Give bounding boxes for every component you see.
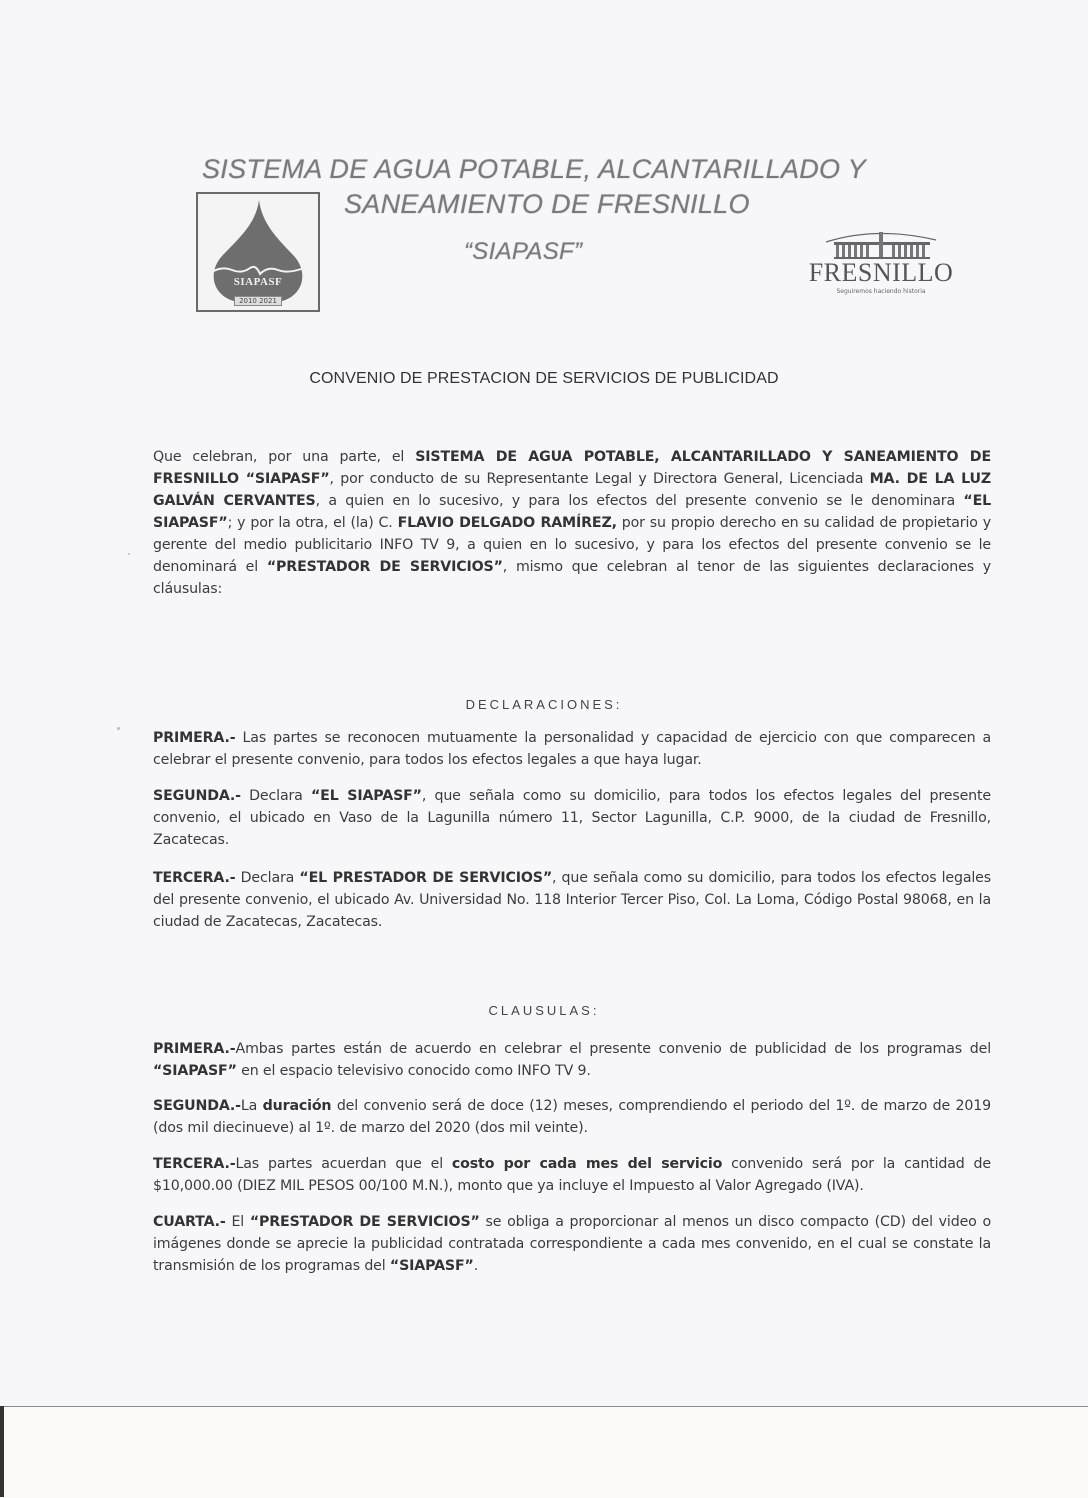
declaracion-primera: [153, 727, 991, 771]
clausulas-heading: CLAUSULAS:: [488, 1003, 600, 1018]
text-run: , por conducto de su Representante Legal y Directora General, Licenciada: [329, 471, 870, 487]
siapasf-logo-years: 2010 2021: [234, 296, 282, 306]
text-run: Las partes se reconocen mutuamente la personalidad y capacidad de ejercicio con que comparecen a celebrar el presente convenio, para todos los efectos legales a que haya lugar.: [153, 730, 991, 768]
bold-text-run: FLAVIO DELGADO RAMÍREZ,: [397, 515, 617, 531]
text-run: por su propio derecho en su calidad de propietario y gerente del medio publicitario INFO TV 9, a quien en lo sucesivo, y para los efectos del presente convenio se le denominará el: [153, 515, 991, 575]
bold-text-run: SEGUNDA.-: [153, 788, 241, 804]
bold-text-run: “EL PRESTADOR DE SERVICIOS”: [299, 870, 553, 886]
declaracion-tercera: [153, 867, 991, 933]
text-run: , que señala como su domicilio, para todos los efectos legales del presente convenio, el ubicado en Vaso de la Lagunilla número 11, Sector Lagunilla, C.P. 9000, de la ciudad de Fresnillo, Zacatecas.: [153, 788, 992, 848]
declaracion-segunda: [153, 785, 991, 851]
clausula-segunda: [153, 1095, 991, 1139]
text-run: Que celebran, por una parte, el: [153, 449, 416, 465]
header-title-acronym: “SIAPASF”: [464, 238, 583, 265]
bold-text-run: PRIMERA.-: [153, 730, 236, 746]
header-title-line1: SISTEMA DE AGUA POTABLE, ALCANTARILLADO Y: [202, 154, 866, 184]
text-run: ; y por la otra, el (la) C.: [227, 515, 398, 531]
text-run: , mismo que celebran al tenor de las siguientes declaraciones y cláusulas:: [153, 559, 991, 597]
bold-text-run: TERCERA.-: [153, 870, 236, 886]
text-run: del convenio será de doce (12) meses, comprendiendo el periodo del 1º. de marzo de 2019 (dos mil diecinueve) al 1º. de marzo del 2020 (dos mil veinte).: [153, 1098, 991, 1136]
text-run: .: [473, 1258, 479, 1274]
fresnillo-building-icon: [806, 228, 956, 260]
text-run: se obliga a proporcionar al menos un disco compacto (CD) del video o imágenes donde se aprecie la publicidad contratada correspondiente a cada mes convenido, en el cual se constate la transmisión de los programas del: [153, 1214, 991, 1274]
bold-text-run: MA. DE LA LUZ GALVÁN CERVANTES: [153, 471, 992, 509]
next-page-edge: [0, 1406, 1088, 1498]
clausula-tercera: [153, 1153, 991, 1197]
bold-text-run: TERCERA.-: [153, 1156, 236, 1172]
text-run: convenido será por la cantidad de $10,000.00 (DIEZ MIL PESOS 00/100 M.N.), monto que ya incluye el Impuesto al Valor Agregado (IVA).: [153, 1156, 991, 1194]
fresnillo-logo-name: FRESNILLO: [808, 258, 954, 287]
text-run: El: [225, 1214, 250, 1230]
siapasf-logo: [196, 192, 320, 312]
water-drop-icon: [198, 194, 318, 310]
bold-text-run: duración: [262, 1098, 332, 1114]
text-run: Ambas partes están de acuerdo en celebrar el presente convenio de publicidad de los programas del: [235, 1041, 991, 1057]
text-run: Declara: [235, 870, 300, 886]
text-run: , a quien en lo sucesivo, y para los efectos del presente convenio se le denominara: [315, 493, 964, 509]
bold-text-run: SISTEMA DE AGUA POTABLE, ALCANTARILLADO Y SANEAMIENTO DE FRESNILLO “SIAPASF”: [153, 449, 991, 487]
fresnillo-logo-tagline: Seguiremos haciendo historia: [836, 288, 926, 295]
bold-text-run: “EL SIAPASF”: [153, 493, 991, 531]
bold-text-run: “SIAPASF”: [389, 1258, 474, 1274]
siapasf-logo-name: SIAPASF: [233, 276, 283, 288]
text-run: , que señala como su domicilio, para todos los efectos legales del presente convenio, el ubicado Av. Universidad No. 118 Interior Tercer Piso, Col. La Loma, Código Postal 98068, en la ciudad de Zacatecas, Zacatecas.: [153, 870, 992, 930]
clausula-primera: [153, 1038, 991, 1082]
scan-speck: [128, 553, 130, 555]
text-run: La: [240, 1098, 263, 1114]
bold-text-run: “PRESTADOR DE SERVICIOS”: [249, 1214, 480, 1230]
scan-border: [0, 1406, 4, 1497]
bold-text-run: PRIMERA.-: [153, 1041, 236, 1057]
text-run: Declara: [240, 788, 311, 804]
text-run: Las partes acuerdan que el: [235, 1156, 452, 1172]
bold-text-run: “EL SIAPASF”: [310, 788, 422, 804]
bold-text-run: CUARTA.-: [153, 1214, 226, 1230]
bold-text-run: “SIAPASF”: [153, 1063, 237, 1079]
header-title-line2: SANEAMIENTO DE FRESNILLO: [344, 189, 750, 219]
document-title: CONVENIO DE PRESTACION DE SERVICIOS DE PUBLICIDAD: [309, 370, 779, 387]
scan-speck: [117, 727, 120, 730]
bold-text-run: costo por cada mes del servicio: [451, 1156, 723, 1172]
bold-text-run: “PRESTADOR DE SERVICIOS”: [266, 559, 503, 575]
fresnillo-logo: [806, 228, 956, 298]
intro-paragraph: [153, 446, 991, 600]
bold-text-run: SEGUNDA.-: [153, 1098, 241, 1114]
text-run: en el espacio televisivo conocido como INFO TV 9.: [236, 1063, 591, 1079]
clausula-cuarta: [153, 1211, 991, 1277]
declaraciones-heading: DECLARACIONES:: [465, 697, 623, 712]
